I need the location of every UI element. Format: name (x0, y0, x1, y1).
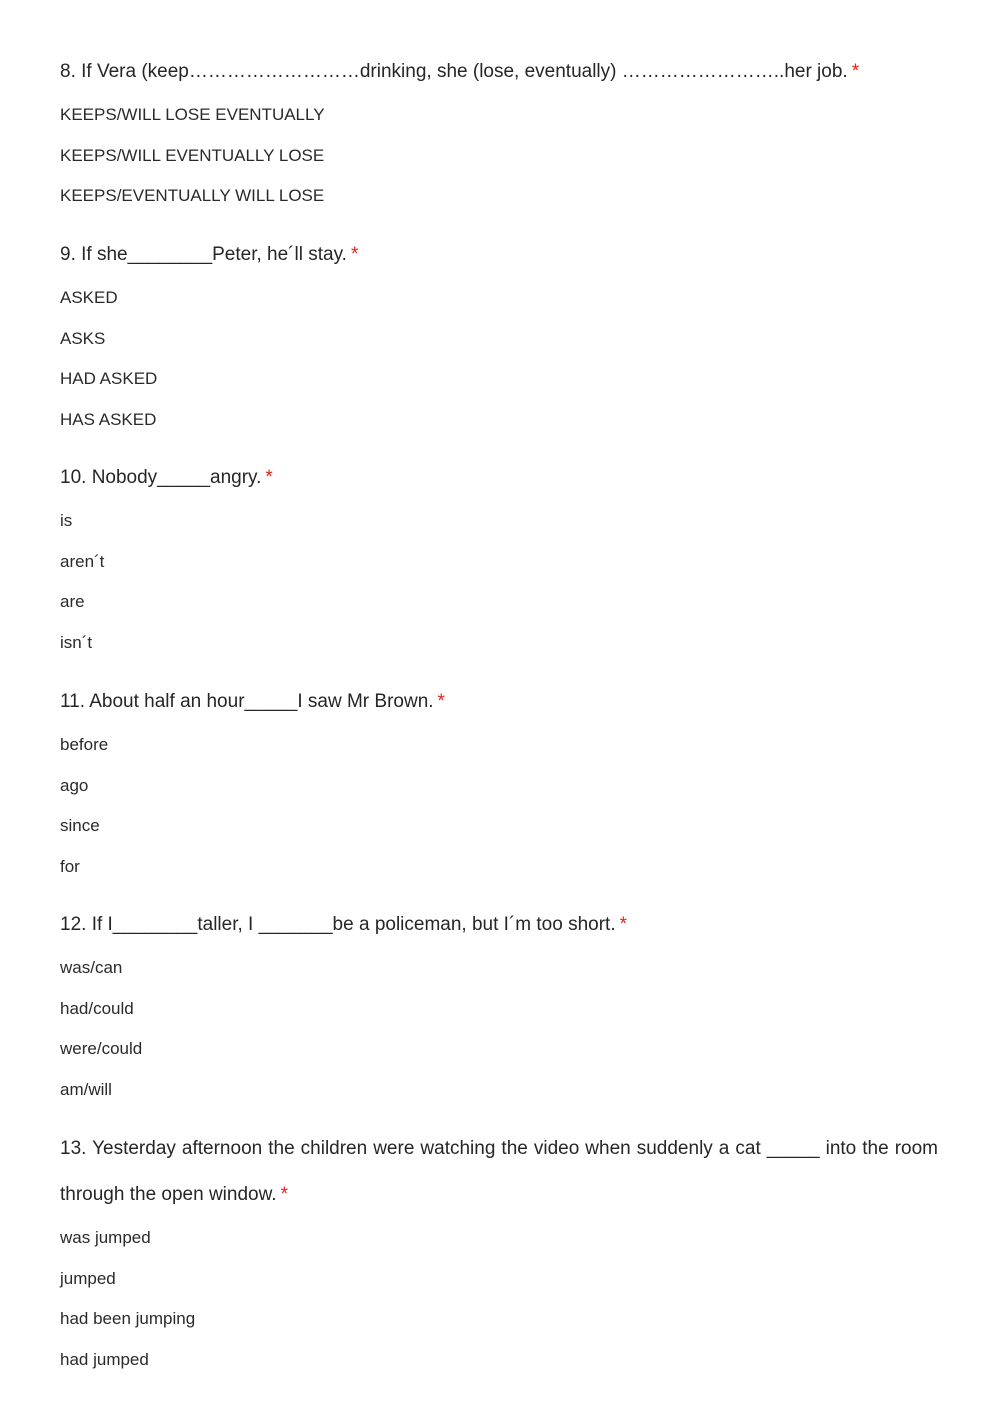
answer-option[interactable]: had/could (60, 998, 134, 1018)
answer-option[interactable]: was/can (60, 958, 123, 977)
answer-options (60, 725, 938, 887)
answer-option[interactable]: are (60, 592, 85, 611)
question-11 (60, 679, 938, 887)
required-asterisk: * (851, 61, 860, 82)
answer-options (60, 948, 938, 1110)
question-text: 12. If I________taller, I _______be a policeman, but I´m too short. * (60, 914, 627, 935)
answer-option[interactable]: before (60, 735, 109, 754)
answer-options (60, 278, 938, 440)
answer-option[interactable]: is (60, 511, 73, 530)
answer-option[interactable]: since (60, 816, 100, 835)
answer-option[interactable]: ASKS (60, 328, 106, 348)
question-text: 11. About half an hour_____I saw Mr Brown. * (60, 691, 445, 712)
question-text: 10. Nobody_____angry. * (60, 467, 273, 488)
question-text: 9. If she________Peter, he´ll stay. * (60, 244, 359, 265)
answer-option[interactable]: were/could (60, 1039, 143, 1058)
answer-option[interactable]: KEEPS/EVENTUALLY WILL LOSE (60, 186, 325, 205)
answer-option[interactable]: KEEPS/WILL LOSE EVENTUALLY (60, 105, 325, 124)
answer-option[interactable]: for (60, 856, 80, 876)
answer-option[interactable]: KEEPS/WILL EVENTUALLY LOSE (60, 145, 325, 165)
question-10 (60, 455, 938, 663)
required-asterisk: * (280, 1184, 288, 1205)
answer-options (60, 501, 938, 663)
question-9 (60, 232, 938, 440)
answer-option[interactable]: was jumped (60, 1228, 151, 1247)
required-asterisk: * (265, 467, 273, 488)
answer-option[interactable]: jumped (60, 1268, 116, 1288)
required-asterisk: * (350, 244, 359, 265)
answer-options (60, 95, 938, 217)
answer-option[interactable]: had been jumping (60, 1309, 196, 1328)
question-text: 8. If Vera (keep………………………drinking, she (lose, eventually) ……………………..her job. * (60, 61, 860, 82)
answer-option[interactable]: HAS ASKED (60, 409, 157, 429)
question-12 (60, 902, 938, 1110)
answer-options (60, 1218, 938, 1380)
answer-option[interactable]: am/will (60, 1079, 112, 1099)
required-asterisk: * (619, 914, 627, 935)
required-asterisk: * (437, 691, 445, 712)
answer-option[interactable]: aren´t (60, 551, 105, 571)
question-text: 13. Yesterday afternoon the children were watching the video when suddenly a cat _____ into the room through the open window. * (60, 1138, 938, 1205)
answer-option[interactable]: ago (60, 775, 89, 795)
question-8 (60, 49, 938, 217)
answer-option[interactable]: HAD ASKED (60, 369, 158, 388)
answer-option[interactable]: ASKED (60, 288, 118, 307)
question-13 (60, 1126, 938, 1380)
answer-option[interactable]: isn´t (60, 632, 93, 652)
answer-option[interactable]: had jumped (60, 1349, 149, 1369)
